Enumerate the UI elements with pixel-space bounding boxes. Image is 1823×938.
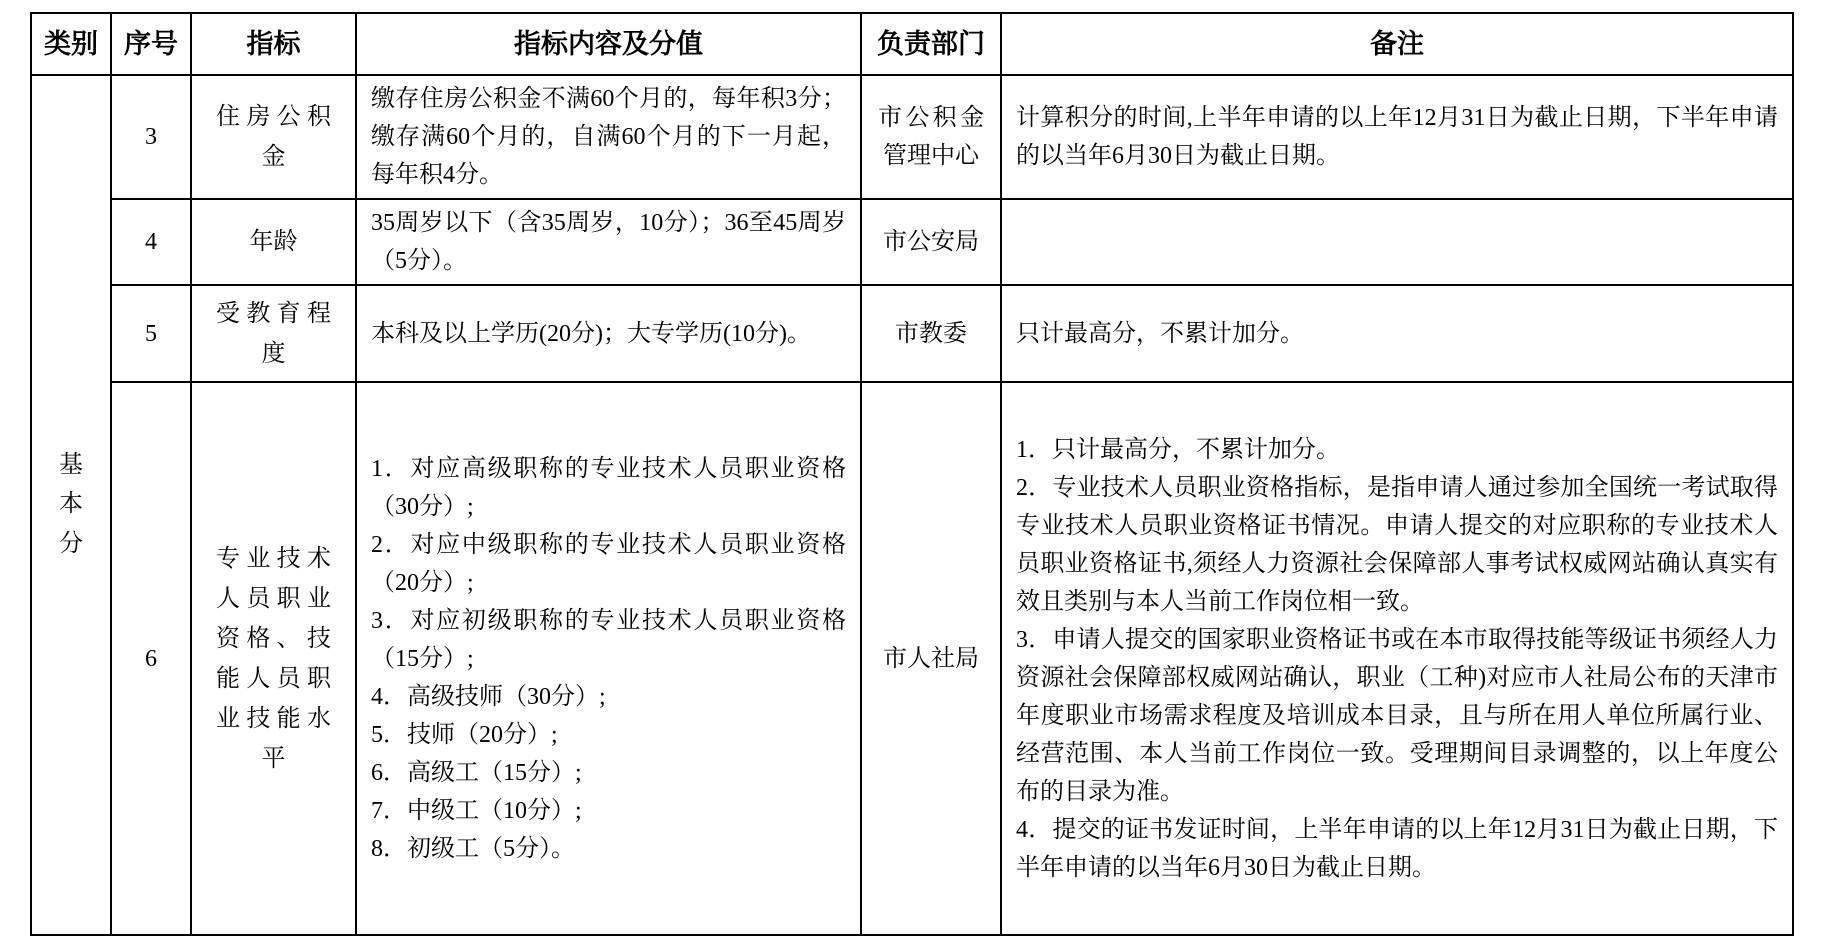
content-line: 1．对应高级职称的专业技术人员职业资格（30分）; <box>371 455 846 520</box>
content-line: 6．高级工（15分）; <box>371 759 582 786</box>
header-no: 序号 <box>111 13 191 75</box>
content-line: 3．对应初级职称的专业技术人员职业资格（15分）; <box>371 607 846 672</box>
no-cell: 6 <box>111 382 191 935</box>
content-line: 5．技师（20分）; <box>371 721 558 748</box>
remarks-cell: 计算积分的时间,上半年申请的以上年12月31日为截止日期，下半年申请的以当年6月30日为截止日期。 <box>1001 75 1793 199</box>
header-remarks: 备注 <box>1001 13 1793 75</box>
content-cell: 本科及以上学历(20分)；大专学历(10分)。 <box>356 285 861 382</box>
remark-item: 3．申请人提交的国家职业资格证书或在本市取得技能等级证书须经人力资源社会保障部权威网站确认，职业（工种)对应市人社局公布的天津市年度职业市场需求程度及培训成本目录，且与所在用人单位所属行业、经营范围、本人当前工作岗位一致。受理期间目录调整的，以上年度公布的目录为准。 <box>1016 626 1778 805</box>
header-indicator: 指标 <box>191 13 356 75</box>
content-cell <box>356 382 861 935</box>
header-content: 指标内容及分值 <box>356 13 861 75</box>
content-line: 2．对应中级职称的专业技术人员职业资格（20分）; <box>371 531 846 596</box>
content-line: 8．初级工（5分）。 <box>371 835 575 862</box>
header-category: 类别 <box>31 13 111 75</box>
category-label: 基本分 <box>59 451 83 557</box>
table-row-professional-qualification <box>31 382 1793 935</box>
remarks-cell <box>1001 382 1793 935</box>
table-row-housing-fund <box>31 75 1793 199</box>
remarks-cell <box>1001 199 1793 285</box>
indicator-cell: 专业技术人员职业资格、技能人员职业技能水平 <box>191 382 356 935</box>
header-department: 负责部门 <box>861 13 1001 75</box>
category-cell <box>31 75 111 935</box>
content-line: 4．高级技师（30分）; <box>371 683 606 710</box>
remarks-cell: 只计最高分，不累计加分。 <box>1001 285 1793 382</box>
no-cell: 3 <box>111 75 191 199</box>
remark-item: 4．提交的证书发证时间，上半年申请的以上年12月31日为截止日期，下半年申请的以当年6月30日为截止日期。 <box>1016 816 1778 881</box>
points-indicator-table <box>30 12 1794 936</box>
indicator-cell: 年龄 <box>191 199 356 285</box>
department-cell: 市教委 <box>861 285 1001 382</box>
indicator-cell: 住房公积金 <box>191 75 356 199</box>
no-cell: 4 <box>111 199 191 285</box>
department-cell: 市人社局 <box>861 382 1001 935</box>
remark-item: 2．专业技术人员职业资格指标，是指申请人通过参加全国统一考试取得专业技术人员职业资格证书情况。申请人提交的对应职称的专业技术人员职业资格证书,须经人力资源社会保障部人事考试权威网站确认真实有效且类别与本人当前工作岗位相一致。 <box>1016 474 1778 615</box>
content-cell: 缴存住房公积金不满60个月的，每年积3分；缴存满60个月的，自满60个月的下一月起，每年积4分。 <box>356 75 861 199</box>
content-line: 7．中级工（10分）; <box>371 797 582 824</box>
department-cell: 市公积金管理中心 <box>861 75 1001 199</box>
table-row-age <box>31 199 1793 285</box>
department-cell: 市公安局 <box>861 199 1001 285</box>
remark-item: 1．只计最高分，不累计加分。 <box>1016 436 1340 463</box>
table-row-education <box>31 285 1793 382</box>
no-cell: 5 <box>111 285 191 382</box>
indicator-cell: 受教育程度 <box>191 285 356 382</box>
header-row <box>31 13 1793 75</box>
content-cell: 35周岁以下（含35周岁，10分）；36至45周岁（5分）。 <box>356 199 861 285</box>
